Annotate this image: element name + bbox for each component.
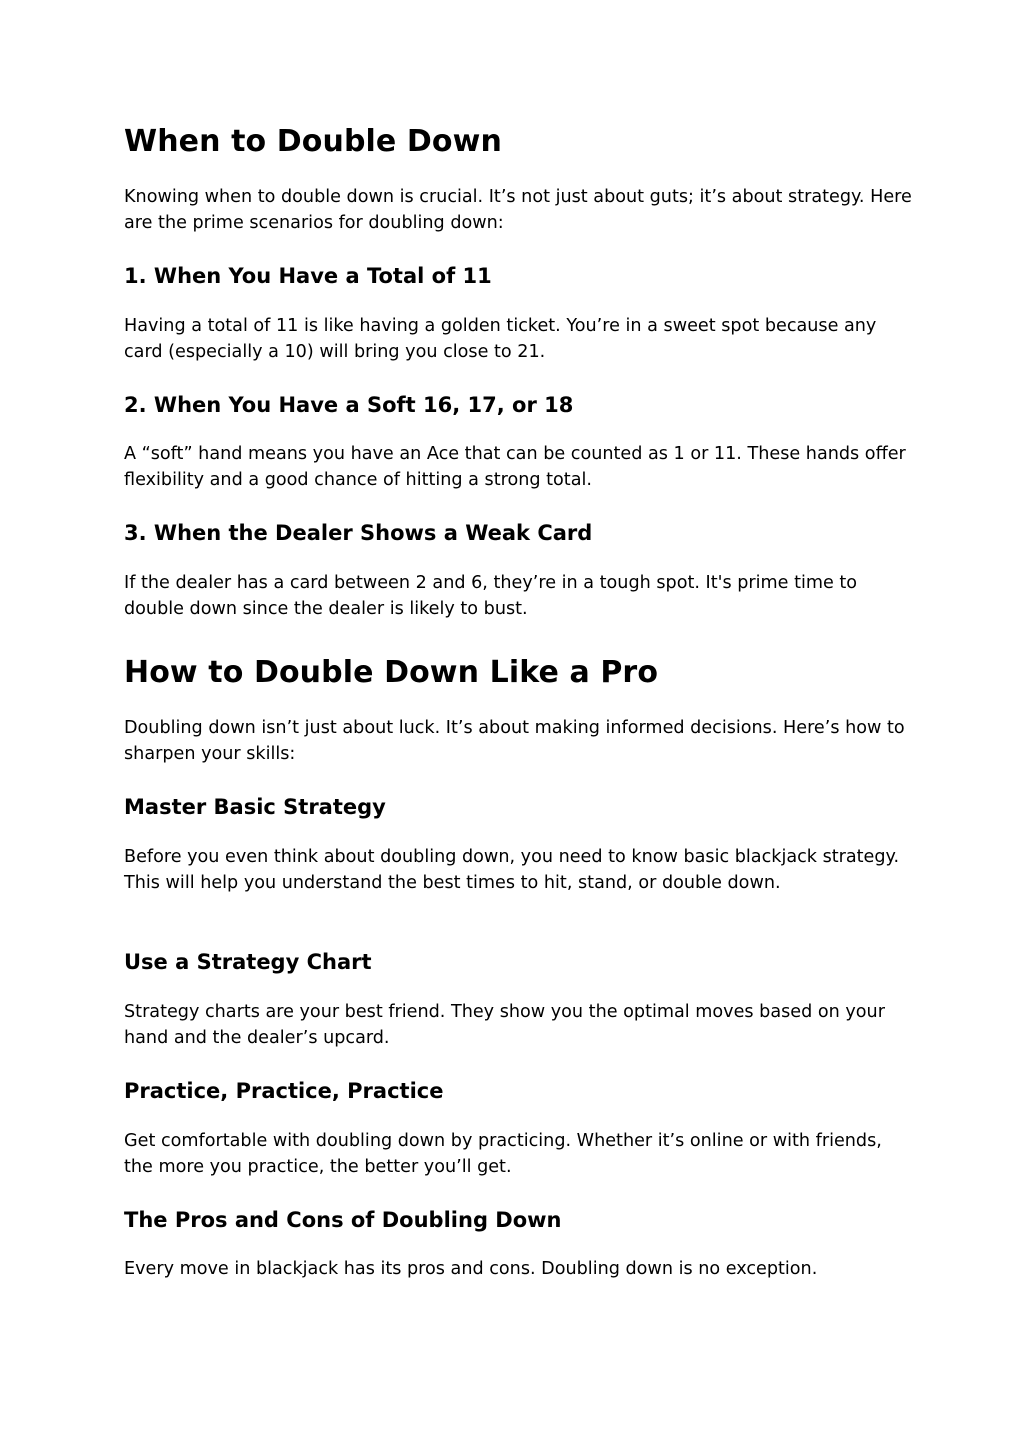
heading-pros-and-cons: The Pros and Cons of Doubling Down — [124, 1208, 562, 1232]
paragraph-total-11: Having a total of 11 is like having a golden ticket. You’re in a sweet spot because any card (especially a 10) will bring you close to 21. — [124, 316, 877, 363]
paragraph-strategy-chart: Strategy charts are your best friend. They show you the optimal moves based on your hand and the dealer’s upcard. — [124, 1002, 885, 1049]
heading-weak-card: 3. When the Dealer Shows a Weak Card — [124, 521, 593, 545]
heading-practice: Practice, Practice, Practice — [124, 1079, 444, 1103]
paragraph-master-basic-strategy: Before you even think about doubling down, you need to know basic blackjack strategy. This will help you understand the best times to hit, stand, or double down. — [124, 847, 900, 894]
heading-total-11: 1. When You Have a Total of 11 — [124, 264, 492, 288]
heading-when-to-double-down: When to Double Down — [124, 124, 502, 159]
paragraph-when-intro: Knowing when to double down is crucial. It’s not just about guts; it’s about strategy. Here are the prime scenarios for doubling down: — [124, 187, 912, 234]
heading-strategy-chart: Use a Strategy Chart — [124, 950, 372, 974]
paragraph-weak-card: If the dealer has a card between 2 and 6, they’re in a tough spot. It's prime time to double down since the dealer is likely to bust. — [124, 573, 858, 620]
heading-master-basic-strategy: Master Basic Strategy — [124, 795, 386, 819]
paragraph-practice: Get comfortable with doubling down by practicing. Whether it’s online or with friends, the more you practice, the better you’ll get. — [124, 1131, 882, 1178]
paragraph-pros-and-cons: Every move in blackjack has its pros and cons. Doubling down is no exception. — [124, 1259, 818, 1279]
heading-soft-hand: 2. When You Have a Soft 16, 17, or 18 — [124, 393, 574, 417]
paragraph-pro-intro: Doubling down isn’t just about luck. It’s about making informed decisions. Here’s how to sharpen your skills: — [124, 718, 905, 765]
heading-double-down-like-pro: How to Double Down Like a Pro — [124, 655, 659, 690]
paragraph-soft-hand: A “soft” hand means you have an Ace that can be counted as 1 or 11. These hands offer flexibility and a good chance of hitting a strong total. — [124, 444, 906, 491]
